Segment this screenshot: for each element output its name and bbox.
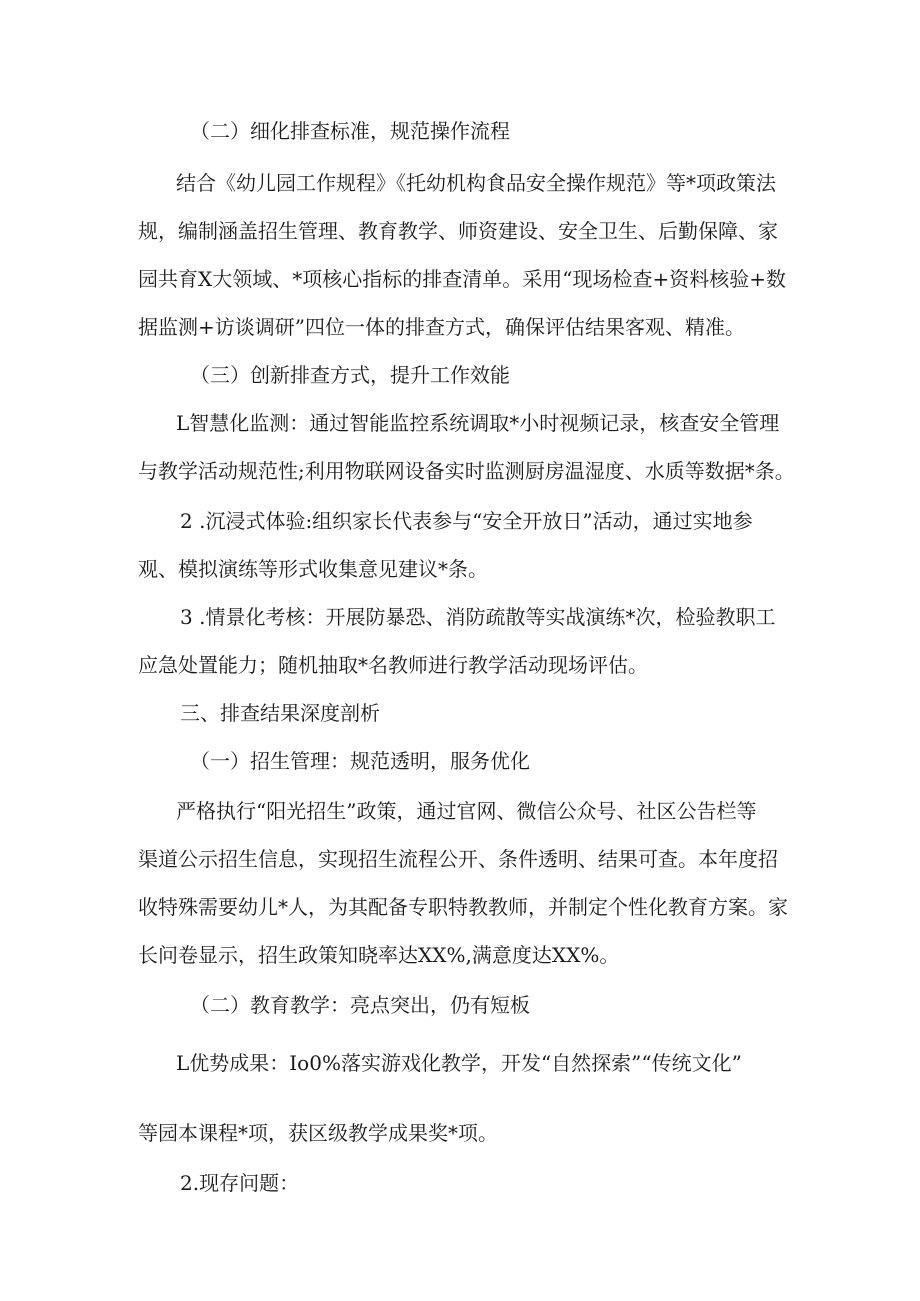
heading-enrollment: （一）招生管理：规范透明，服务优化 (190, 749, 530, 773)
paragraph-line: 等园本课程*项，获区级教学成果奖*项。 (138, 1121, 498, 1145)
list-item-achievements: L优势成果：Io0%落实游戏化教学，开发“自然探索”“传统文化” (176, 1051, 742, 1075)
paragraph-line: 观、模拟演练等形式收集意见建议*条。 (138, 557, 488, 581)
paragraph-line: 园共育X大领域、*项核心指标的排查清单。采用“现场检查+资料核验+数 (138, 267, 786, 291)
list-item-scenario-assessment: 3 .情景化考核：开展防暴恐、消防疏散等实战演练*次，检验教职工 (180, 605, 776, 629)
paragraph-line: 严格执行“阳光招生”政策，通过官网、微信公众号、社区公告栏等 (176, 799, 757, 823)
heading-innovate-methods: （三）创新排查方式，提升工作效能 (190, 363, 510, 387)
section-heading-results: 三、排查结果深度剖析 (180, 701, 380, 725)
paragraph-line: 规，编制涵盖招生管理、教育教学、师资建设、安全卫生、后勤保障、家 (138, 219, 778, 243)
list-item-immersive-experience: 2 .沉浸式体验:组织家长代表参与“安全开放日”活动，通过实地参 (180, 509, 753, 533)
list-item-smart-monitoring: L智慧化监测：通过智能监控系统调取*小时视频记录，核查安全管理 (176, 411, 780, 435)
list-item-problems: 2.现存问题： (180, 1171, 300, 1195)
paragraph-line: 据监测+访谈调研”四位一体的排查方式，确保评估结果客观、精准。 (138, 315, 745, 339)
paragraph-line: 长问卷显示，招生政策知晓率达XX%,满意度达XX%。 (138, 943, 620, 967)
paragraph-line: 结合《幼儿园工作规程》《托幼机构食品安全操作规范》等*项政策法 (176, 171, 776, 195)
paragraph-line: 与教学活动规范性;利用物联网设备实时监测厨房温湿度、水质等数据*条。 (138, 459, 795, 483)
paragraph-line: 收特殊需要幼儿*人，为其配备专职特教教师，并制定个性化教育方案。家 (138, 895, 788, 919)
paragraph-line: 应急处置能力；随机抽取*名教师进行教学活动现场评估。 (138, 653, 648, 677)
paragraph-line: 渠道公示招生信息，实现招生流程公开、条件透明、结果可查。本年度招 (138, 847, 778, 871)
heading-refine-standards: （二）细化排查标准，规范操作流程 (190, 119, 510, 143)
heading-teaching: （二）教育教学：亮点突出，仍有短板 (190, 993, 530, 1017)
